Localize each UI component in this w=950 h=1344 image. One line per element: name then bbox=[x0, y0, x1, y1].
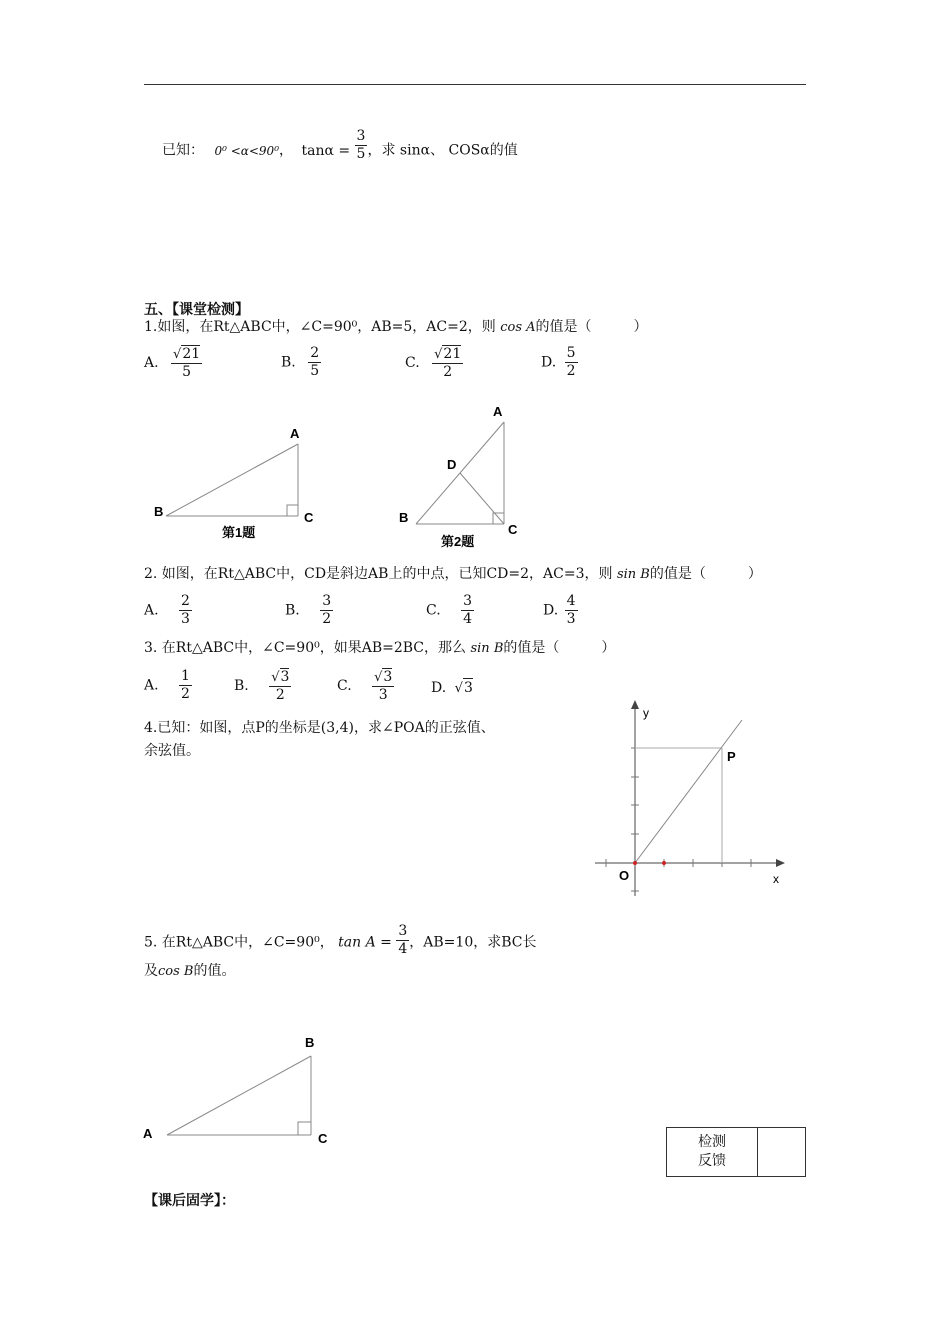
after-class-heading: 【课后固学】： bbox=[144, 1192, 235, 1208]
x-marker-point bbox=[662, 861, 666, 865]
fig5-label-c: C bbox=[318, 1131, 328, 1146]
intro-suffix: 的值 bbox=[489, 142, 518, 159]
intro-tan-expr: tanα = bbox=[301, 142, 351, 159]
feedback-score-cell[interactable] bbox=[757, 1128, 805, 1176]
option-label: B. bbox=[281, 354, 296, 371]
q5-func bbox=[158, 964, 193, 979]
option-label: B. bbox=[285, 602, 300, 619]
frac-den: 4 bbox=[463, 611, 473, 627]
q2-tail: 的值是（ ） bbox=[649, 566, 762, 582]
fig2-label-d: D bbox=[447, 457, 457, 472]
frac-num: 21 bbox=[182, 346, 201, 362]
q1-option-b bbox=[281, 345, 321, 380]
q5-tail: ，AB=10，求BC长 bbox=[409, 934, 537, 951]
frac-den: 2 bbox=[322, 611, 332, 627]
intro-fraction bbox=[355, 128, 368, 163]
option-label: D. bbox=[431, 680, 447, 696]
y-axis-label: y bbox=[643, 706, 649, 720]
question-1 bbox=[144, 318, 648, 337]
option-fraction: $\frac{√21}{5}$ bbox=[173, 346, 201, 380]
q1-option-c bbox=[405, 345, 463, 381]
y-axis-arrow bbox=[631, 700, 639, 709]
q1-option-a bbox=[144, 345, 202, 381]
q5-frac-den: 4 bbox=[398, 941, 408, 957]
q2-option-a bbox=[144, 593, 192, 628]
question-2 bbox=[144, 565, 762, 584]
option-fraction bbox=[179, 668, 192, 703]
fig2-label-a: A bbox=[493, 404, 503, 419]
q1-func bbox=[500, 320, 535, 335]
option-fraction bbox=[565, 345, 578, 380]
q2-option-c bbox=[426, 593, 474, 628]
frac-num: 2 bbox=[181, 593, 190, 609]
x-axis-arrow bbox=[776, 859, 785, 867]
option-label: B. bbox=[234, 678, 249, 694]
frac-den: 5 bbox=[182, 364, 192, 380]
intro-ask: ，求 bbox=[367, 142, 396, 159]
figure-1 bbox=[140, 420, 330, 548]
option-label: D. bbox=[541, 354, 557, 371]
fig5-label-b: B bbox=[305, 1035, 315, 1050]
q2-option-b bbox=[285, 593, 333, 628]
q1-func-name: cos bbox=[500, 320, 522, 335]
option-fraction: $\frac{√3}{3}$ bbox=[374, 669, 393, 703]
q3-func bbox=[470, 641, 503, 656]
intro-sep: ， bbox=[279, 142, 294, 159]
option-label: A. bbox=[144, 355, 159, 371]
frac-den: 5 bbox=[310, 363, 320, 379]
intro-cos-expr: COSα bbox=[448, 142, 490, 159]
option-label: A. bbox=[144, 677, 159, 694]
frac-num: 3 bbox=[322, 593, 332, 609]
feedback-label-line-1: 检测 bbox=[698, 1134, 726, 1150]
fig5-side-ab bbox=[167, 1056, 311, 1135]
intro-sin-expr: sinα bbox=[399, 142, 431, 159]
q3-var: B bbox=[493, 641, 504, 656]
origin-point bbox=[633, 861, 637, 865]
fig1-caption: 第1题 bbox=[222, 525, 256, 540]
fig1-label-b: B bbox=[154, 504, 164, 519]
frac-num: 3 bbox=[383, 669, 393, 685]
frac-num: 21 bbox=[443, 346, 462, 362]
question-4-line-2: 余弦值。 bbox=[144, 743, 200, 759]
q3-func-name: sin bbox=[470, 641, 490, 656]
option-value: 3 bbox=[463, 680, 473, 696]
q1-option-d bbox=[541, 345, 578, 380]
figure-5 bbox=[135, 1030, 345, 1150]
question-3 bbox=[144, 639, 615, 658]
ray-op bbox=[635, 720, 742, 863]
q3-option-d: D. √3 bbox=[431, 680, 473, 696]
option-label: C. bbox=[337, 678, 352, 694]
frac-den: 2 bbox=[566, 363, 576, 379]
q2-func-name: sin bbox=[616, 567, 637, 582]
frac-den: 3 bbox=[181, 611, 190, 627]
intro-frac-den: 5 bbox=[356, 146, 366, 162]
q3-tail: 的值是（ ） bbox=[503, 640, 616, 656]
section-title: 五、【课堂检测】 bbox=[144, 301, 249, 317]
q5-func-name: cos bbox=[158, 964, 180, 979]
fig1-side-ab bbox=[166, 444, 298, 516]
x-axis-label: x bbox=[773, 872, 779, 886]
option-label: C. bbox=[426, 602, 441, 619]
fig1-label-c: C bbox=[304, 510, 314, 525]
option-fraction bbox=[320, 593, 333, 628]
q1-text: 1.如图，在Rt△ABC中，∠C=90⁰，AB=5，AC=2，则 bbox=[144, 319, 496, 335]
frac-den: 2 bbox=[443, 364, 453, 380]
intro-frac-num: 3 bbox=[356, 128, 366, 144]
q5-var: B bbox=[183, 964, 194, 979]
option-fraction: $\frac{√21}{2}$ bbox=[434, 346, 462, 380]
figure-4-coordinate-plane bbox=[585, 696, 795, 896]
q2-var: B bbox=[640, 567, 650, 582]
intro-prefix: 已知： bbox=[162, 142, 204, 159]
q3-option-c bbox=[337, 668, 394, 704]
option-fraction bbox=[179, 593, 192, 628]
frac-num: 3 bbox=[280, 669, 290, 685]
option-label: A. bbox=[144, 602, 159, 619]
q3-option-b bbox=[234, 668, 291, 704]
frac-den: 3 bbox=[566, 611, 576, 627]
intro-dun: 、 bbox=[430, 142, 445, 159]
q5-text: 5. 在Rt△ABC中，∠C=90⁰， bbox=[144, 934, 334, 951]
q5-line2-suffix: 的值。 bbox=[193, 963, 236, 979]
header-rule bbox=[144, 84, 806, 85]
intro-problem bbox=[162, 128, 518, 163]
q3-text: 3. 在Rt△ABC中，∠C=90⁰，如果AB=2BC，那么 bbox=[144, 640, 467, 656]
frac-num: 4 bbox=[566, 593, 576, 609]
q5-tan-expr: tan A = bbox=[338, 934, 392, 951]
option-fraction: $\frac{√3}{2}$ bbox=[271, 669, 290, 703]
fig1-label-a: A bbox=[290, 426, 300, 441]
frac-den: 2 bbox=[181, 686, 190, 702]
feedback-table bbox=[666, 1127, 806, 1177]
frac-num: 5 bbox=[566, 345, 576, 361]
q1-var: A bbox=[526, 320, 536, 335]
q5-fraction bbox=[396, 923, 409, 958]
feedback-label bbox=[667, 1128, 758, 1176]
frac-num: 3 bbox=[463, 593, 473, 609]
fig2-median-cd bbox=[460, 473, 504, 524]
option-label: C. bbox=[405, 355, 420, 371]
question-4-line-1: 4.已知：如图，点P的坐标是(3,4)，求∠POA的正弦值、 bbox=[144, 720, 495, 736]
figure-2 bbox=[390, 400, 540, 552]
question-5 bbox=[144, 923, 537, 958]
q2-text: 2. 如图，在Rt△ABC中，CD是斜边AB上的中点，已知CD=2，AC=3，则 bbox=[144, 566, 613, 582]
option-label: D. bbox=[543, 602, 559, 619]
option-fraction bbox=[308, 345, 321, 380]
q2-option-d bbox=[543, 593, 578, 628]
fig5-label-a: A bbox=[143, 1126, 153, 1141]
point-p-label: P bbox=[727, 749, 736, 764]
fig2-caption: 第2题 bbox=[441, 534, 475, 549]
q1-tail: 的值是（ ） bbox=[535, 319, 648, 335]
frac-den: 3 bbox=[378, 687, 388, 703]
q2-func bbox=[617, 567, 650, 582]
question-5-line-2 bbox=[144, 962, 235, 981]
q5-line2-prefix: 及 bbox=[144, 963, 158, 979]
frac-num: 1 bbox=[181, 668, 190, 684]
fig2-label-b: B bbox=[399, 510, 409, 525]
fig5-right-angle-mark bbox=[298, 1122, 311, 1135]
fig1-right-angle-mark bbox=[287, 505, 298, 516]
q5-frac-num: 3 bbox=[398, 923, 408, 939]
feedback-label-line-2: 反馈 bbox=[698, 1153, 726, 1169]
option-fraction bbox=[461, 593, 474, 628]
q3-option-a bbox=[144, 668, 192, 703]
frac-num: 2 bbox=[310, 345, 320, 361]
frac-den: 2 bbox=[275, 687, 285, 703]
fig2-label-c: C bbox=[508, 522, 518, 537]
option-fraction bbox=[565, 593, 578, 628]
intro-angle-range: 0⁰ <α<90⁰ bbox=[214, 143, 280, 158]
origin-label: O bbox=[619, 868, 630, 883]
